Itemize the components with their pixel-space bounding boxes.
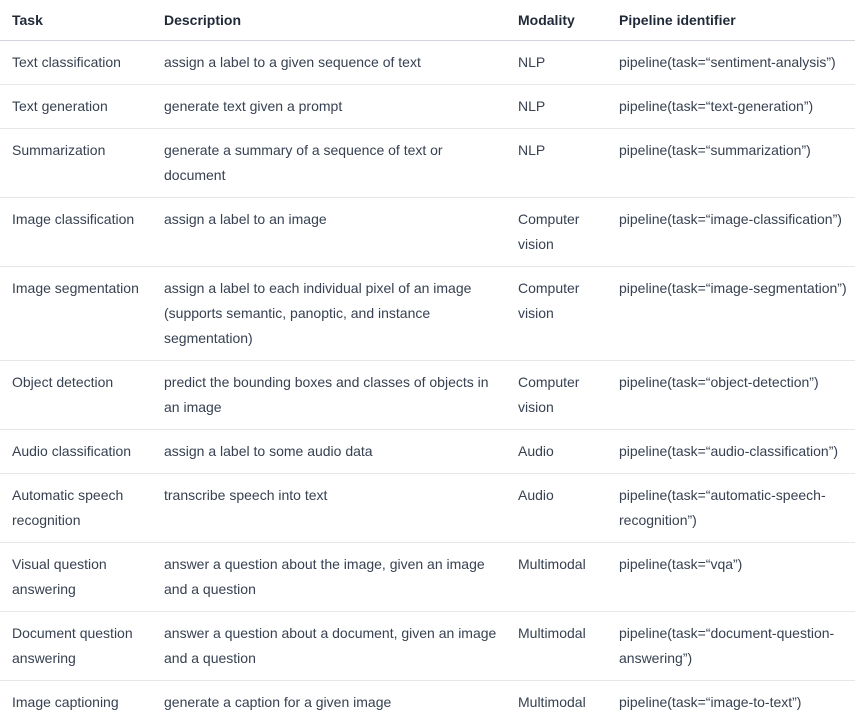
description-cell: generate text given a prompt	[152, 85, 506, 129]
task-cell: Text generation	[0, 85, 152, 129]
header-task: Task	[0, 0, 152, 41]
modality-cell: NLP	[506, 129, 607, 198]
modality-cell: Multimodal	[506, 612, 607, 681]
pipeline-identifier-cell: pipeline(task=“sentiment-analysis”)	[607, 41, 855, 85]
description-cell: generate a caption for a given image	[152, 681, 506, 724]
pipeline-identifier-cell: pipeline(task=“text-generation”)	[607, 85, 855, 129]
table-row	[0, 430, 855, 474]
modality-cell: NLP	[506, 41, 607, 85]
description-cell: answer a question about the image, given an image and a question	[152, 543, 506, 612]
description-cell: predict the bounding boxes and classes of objects in an image	[152, 361, 506, 430]
table-row	[0, 361, 855, 430]
pipeline-identifier-cell: pipeline(task=“summarization”)	[607, 129, 855, 198]
table-row	[0, 198, 855, 267]
description-cell: answer a question about a document, given an image and a question	[152, 612, 506, 681]
task-cell: Image classification	[0, 198, 152, 267]
header-pipeline-identifier: Pipeline identifier	[607, 0, 855, 41]
description-cell: assign a label to an image	[152, 198, 506, 267]
description-cell: generate a summary of a sequence of text or document	[152, 129, 506, 198]
pipeline-identifier-cell: pipeline(task=“automatic-speech-recognition”)	[607, 474, 855, 543]
header-row	[0, 0, 855, 41]
table-row	[0, 543, 855, 612]
modality-cell: Computer vision	[506, 361, 607, 430]
table-row	[0, 85, 855, 129]
task-cell: Visual question answering	[0, 543, 152, 612]
description-cell: assign a label to a given sequence of text	[152, 41, 506, 85]
table-row	[0, 41, 855, 85]
table-row	[0, 474, 855, 543]
pipeline-identifier-cell: pipeline(task=“object-detection”)	[607, 361, 855, 430]
table-row	[0, 129, 855, 198]
description-cell: assign a label to some audio data	[152, 430, 506, 474]
table-header	[0, 0, 855, 41]
modality-cell: Computer vision	[506, 198, 607, 267]
modality-cell: NLP	[506, 85, 607, 129]
pipeline-identifier-cell: pipeline(task=“image-segmentation”)	[607, 267, 855, 361]
pipeline-identifier-cell: pipeline(task=“image-to-text”)	[607, 681, 855, 724]
description-cell: assign a label to each individual pixel of an image (supports semantic, panoptic, and instance segmentation)	[152, 267, 506, 361]
modality-cell: Computer vision	[506, 267, 607, 361]
pipeline-identifier-cell: pipeline(task=“vqa”)	[607, 543, 855, 612]
modality-cell: Multimodal	[506, 681, 607, 724]
modality-cell: Multimodal	[506, 543, 607, 612]
table-row	[0, 267, 855, 361]
modality-cell: Audio	[506, 474, 607, 543]
header-modality: Modality	[506, 0, 607, 41]
task-cell: Image captioning	[0, 681, 152, 724]
task-cell: Text classification	[0, 41, 152, 85]
header-description: Description	[152, 0, 506, 41]
table-body	[0, 41, 855, 724]
task-cell: Audio classification	[0, 430, 152, 474]
table-row	[0, 612, 855, 681]
description-cell: transcribe speech into text	[152, 474, 506, 543]
pipeline-identifier-cell: pipeline(task=“image-classification”)	[607, 198, 855, 267]
task-cell: Document question answering	[0, 612, 152, 681]
table-row	[0, 681, 855, 724]
task-cell: Summarization	[0, 129, 152, 198]
task-cell: Object detection	[0, 361, 152, 430]
task-cell: Image segmentation	[0, 267, 152, 361]
pipeline-identifier-cell: pipeline(task=“document-question-answering”)	[607, 612, 855, 681]
task-cell: Automatic speech recognition	[0, 474, 152, 543]
modality-cell: Audio	[506, 430, 607, 474]
pipeline-identifier-cell: pipeline(task=“audio-classification”)	[607, 430, 855, 474]
